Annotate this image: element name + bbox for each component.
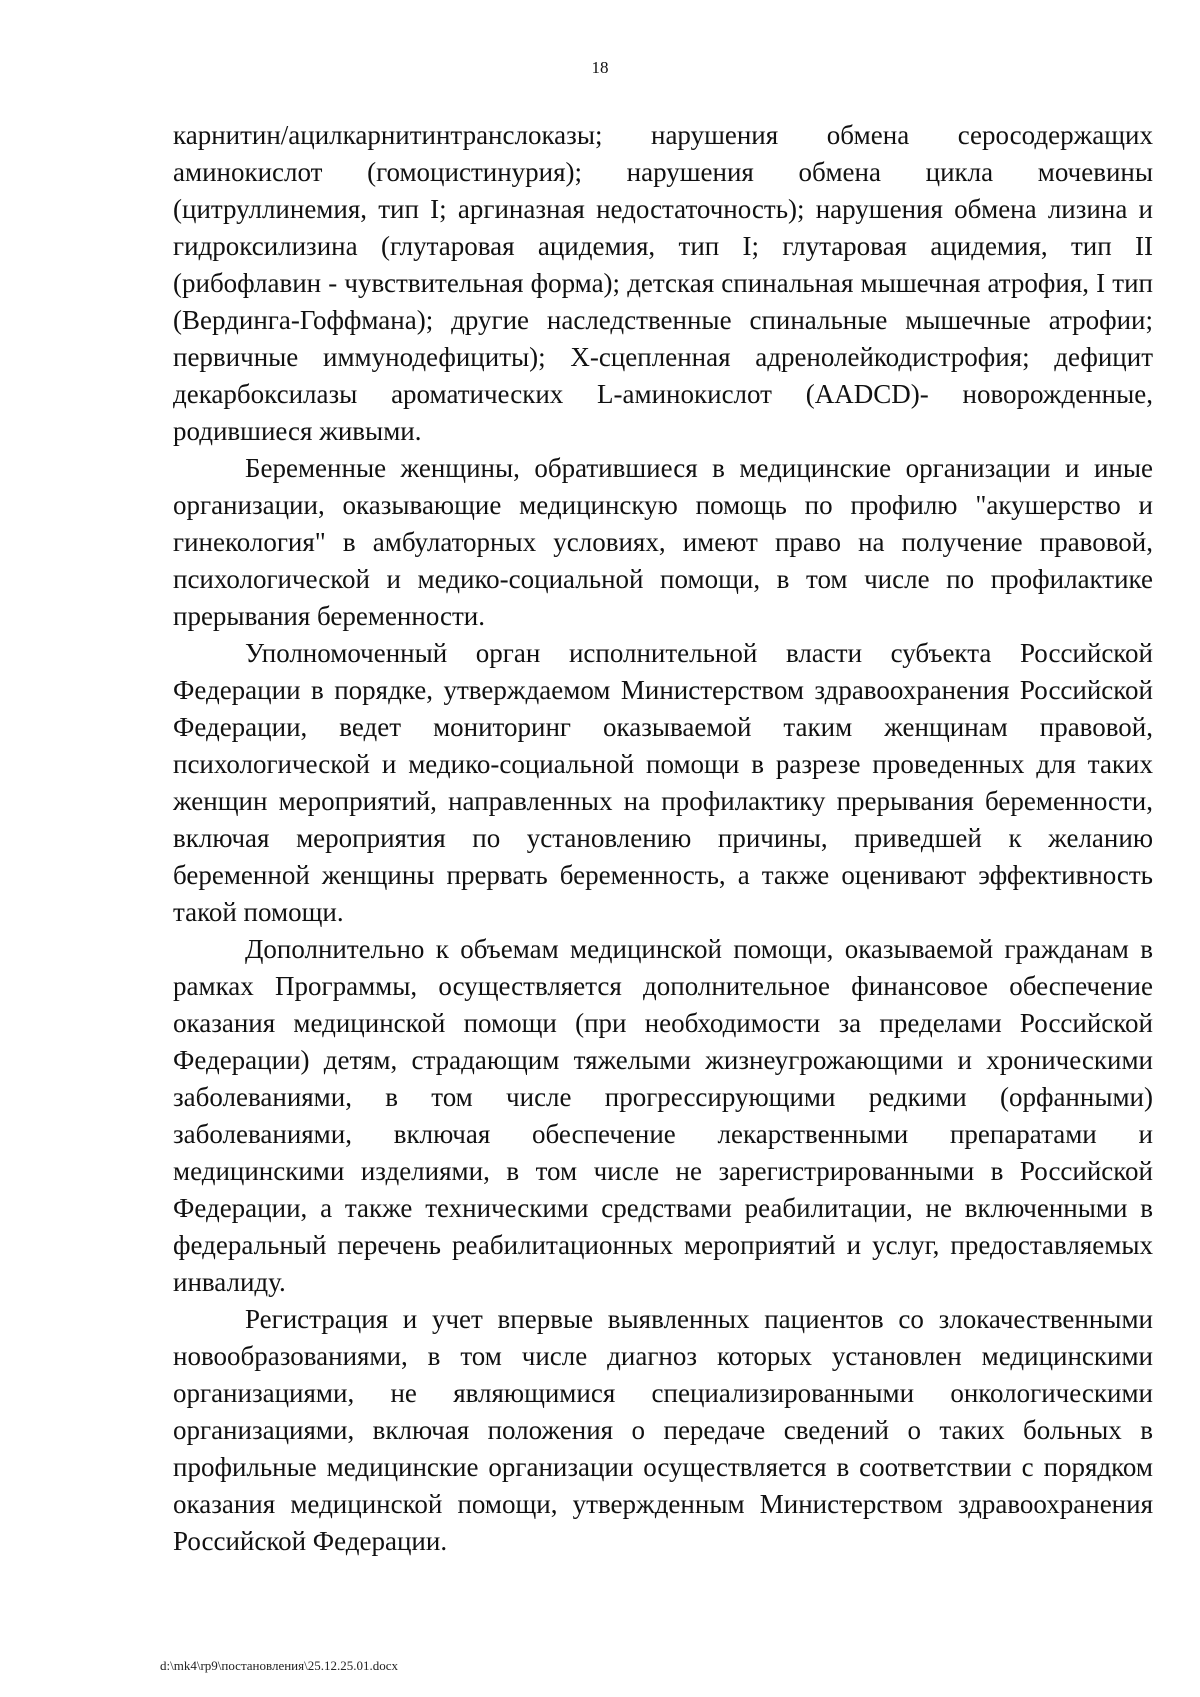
- body-text: [173, 117, 1153, 1560]
- paragraph-continuation: карнитин/ацилкарнитинтранслоказы; нарушения обмена серосодержащих аминокислот (гомоцистинурия); нарушения обмена цикла мочевины (цитруллинемия, тип I; аргиназная недостаточность); нарушения обмена лизина и гидроксилизина (глутаровая ацидемия, тип I; глутаровая ацидемия, тип II (рибофлавин - чувствительная форма); детская спинальная мышечная атрофия, I тип (Вердинга-Гоффмана); другие наследственные спинальные мышечные атрофии; первичные иммунодефициты); X-сцепленная адренолейкодистрофия; дефицит декарбоксилазы ароматических L-аминокислот (AADCD)- новорожденные, родившиеся живыми.: [173, 120, 1153, 446]
- paragraph-registration: Регистрация и учет впервые выявленных пациентов со злокачественными новообразованиями, в том числе диагноз которых установлен медицинскими организациями, не являющимися специализированными онкологическими организациями, включая положения о передаче сведений о таких больных в профильные медицинские организации осуществляется в соответствии с порядком оказания медицинской помощи, утвержденным Министерством здравоохранения Российской Федерации.: [173, 1304, 1153, 1556]
- paragraph-pregnant-women: Беременные женщины, обратившиеся в медицинские организации и иные организации, оказывающие медицинскую помощь по профилю "акушерство и гинекология" в амбулаторных условиях, имеют право на получение правовой, психологической и медико-социальной помощи, в том числе по профилактике прерывания беременности.: [173, 453, 1153, 631]
- footer-file-path: d:\mk4\rp9\постановления\25.12.25.01.docx: [160, 1658, 399, 1673]
- paragraph-additional-funding: Дополнительно к объемам медицинской помощи, оказываемой гражданам в рамках Программы, осуществляется дополнительное финансовое обеспечение оказания медицинской помощи (при необходимости за пределами Российской Федерации) детям, страдающим тяжелыми жизнеугрожающими и хроническими заболеваниями, в том числе прогрессирующими редкими (орфанными) заболеваниями, включая обеспечение лекарственными препаратами и медицинскими изделиями, в том числе не зарегистрированными в Российской Федерации, а также техническими средствами реабилитации, не включенными в федеральный перечень реабилитационных мероприятий и услуг, предоставляемых инвалиду.: [173, 934, 1153, 1297]
- paragraph-monitoring: Уполномоченный орган исполнительной власти субъекта Российской Федерации в порядке, утверждаемом Министерством здравоохранения Российской Федерации, ведет мониторинг оказываемой таким женщинам правовой, психологической и медико-социальной помощи в разрезе проведенных для таких женщин мероприятий, направленных на профилактику прерывания беременности, включая мероприятия по установлению причины, приведшей к желанию беременной женщины прервать беременность, а также оценивают эффективность такой помощи.: [173, 638, 1153, 927]
- page-number: 18: [591, 58, 609, 77]
